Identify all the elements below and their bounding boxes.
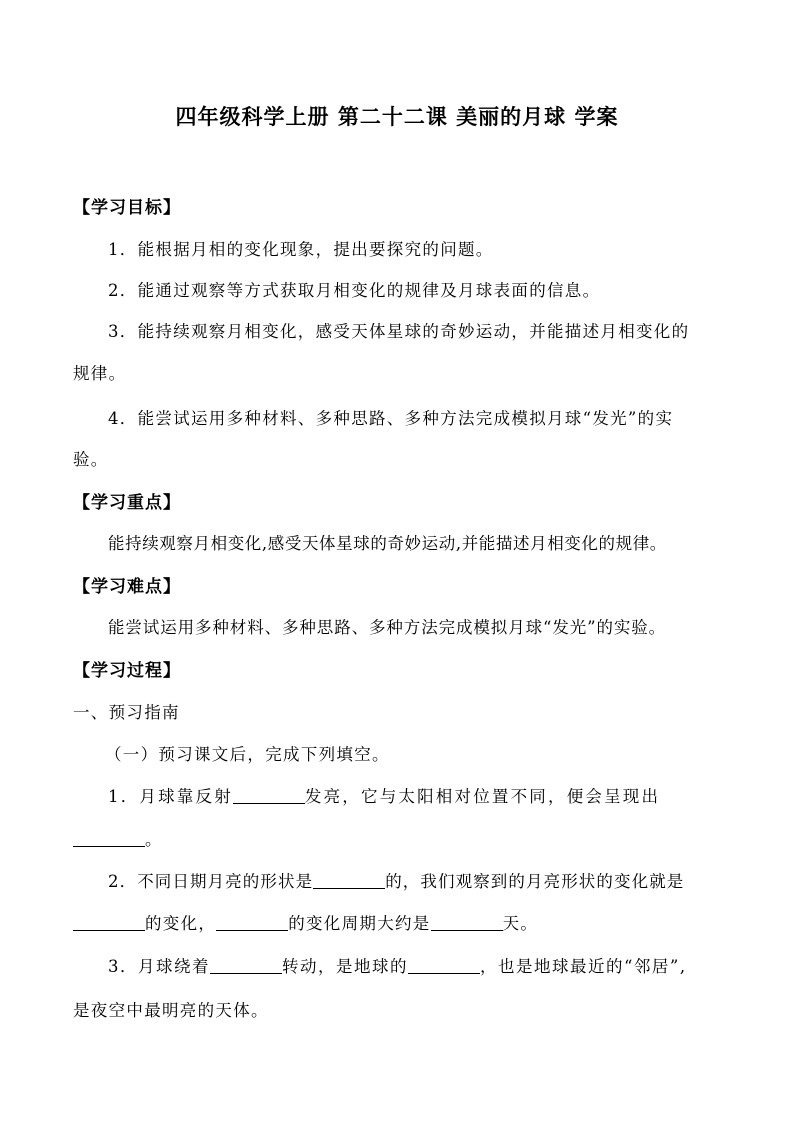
q2-text-d: 的变化周期大约是 (288, 914, 431, 933)
question-1-cont (73, 826, 733, 850)
process-heading: 【学习过程】 (73, 661, 181, 681)
q2-blank-1[interactable] (313, 872, 385, 889)
q2-text-c: 的变化， (145, 914, 217, 933)
question-1 (108, 783, 768, 807)
q2-text-b: 的，我们观察到的月亮形状的变化就是 (385, 872, 685, 891)
q1-blank-1[interactable] (233, 787, 305, 804)
q1-text-b: 发亮，它与太阳相对位置不同，便会呈现出 (304, 787, 661, 806)
key-points-text: 能持续观察月相变化,感受天体星球的奇妙运动,并能描述月相变化的规律。 (108, 534, 667, 553)
question-2-cont (73, 910, 733, 934)
objective-4-cont: 验。 (73, 450, 109, 469)
objective-3-cont: 规律。 (73, 364, 127, 383)
q1-text-c: 。 (145, 830, 163, 849)
objective-4: 4．能尝试运用多种材料、多种思路、多种方法完成模拟月球“发光”的实 (108, 409, 674, 428)
q2-blank-2[interactable] (73, 914, 145, 931)
q2-text-e: 天。 (502, 914, 539, 933)
q3-text-a: 3．月球绕着 (108, 957, 210, 976)
q3-text-b: 转动，是地球的 (282, 957, 408, 976)
question-3 (108, 953, 768, 977)
q1-text-a: 1．月球靠反射 (108, 787, 233, 806)
objective-3: 3．能持续观察月相变化，感受天体星球的奇妙运动，并能描述月相变化的 (108, 322, 690, 341)
q2-blank-3[interactable] (216, 914, 288, 931)
q3-blank-2[interactable] (408, 957, 480, 974)
section-preview-guide: 一、预习指南 (73, 703, 180, 722)
q3-text-c: ，也是地球最近的“邻居”, (480, 957, 687, 976)
difficulties-heading: 【学习难点】 (73, 577, 181, 597)
q3-blank-1[interactable] (210, 957, 282, 974)
question-2 (108, 868, 768, 892)
q1-blank-2[interactable] (73, 830, 145, 847)
objective-1: 1．能根据月相的变化现象，提出要探究的问题。 (108, 240, 494, 259)
difficulties-text: 能尝试运用多种材料、多种思路、多种方法完成模拟月球“发光”的实验。 (108, 618, 667, 637)
objectives-heading: 【学习目标】 (73, 198, 181, 218)
question-3-cont: 是夜空中最明亮的天体。 (73, 1001, 269, 1020)
q2-text-a: 2．不同日期月亮的形状是 (108, 872, 314, 891)
key-points-heading: 【学习重点】 (73, 493, 181, 513)
subsection-fill-blanks: （一）预习课文后，完成下列填空。 (105, 745, 390, 764)
page-title: 四年级科学上册 第二十二课 美丽的月球 学案 (175, 104, 619, 129)
objective-2: 2．能通过观察等方式获取月相变化的规律及月球表面的信息。 (108, 281, 601, 300)
q2-blank-4[interactable] (431, 914, 503, 931)
